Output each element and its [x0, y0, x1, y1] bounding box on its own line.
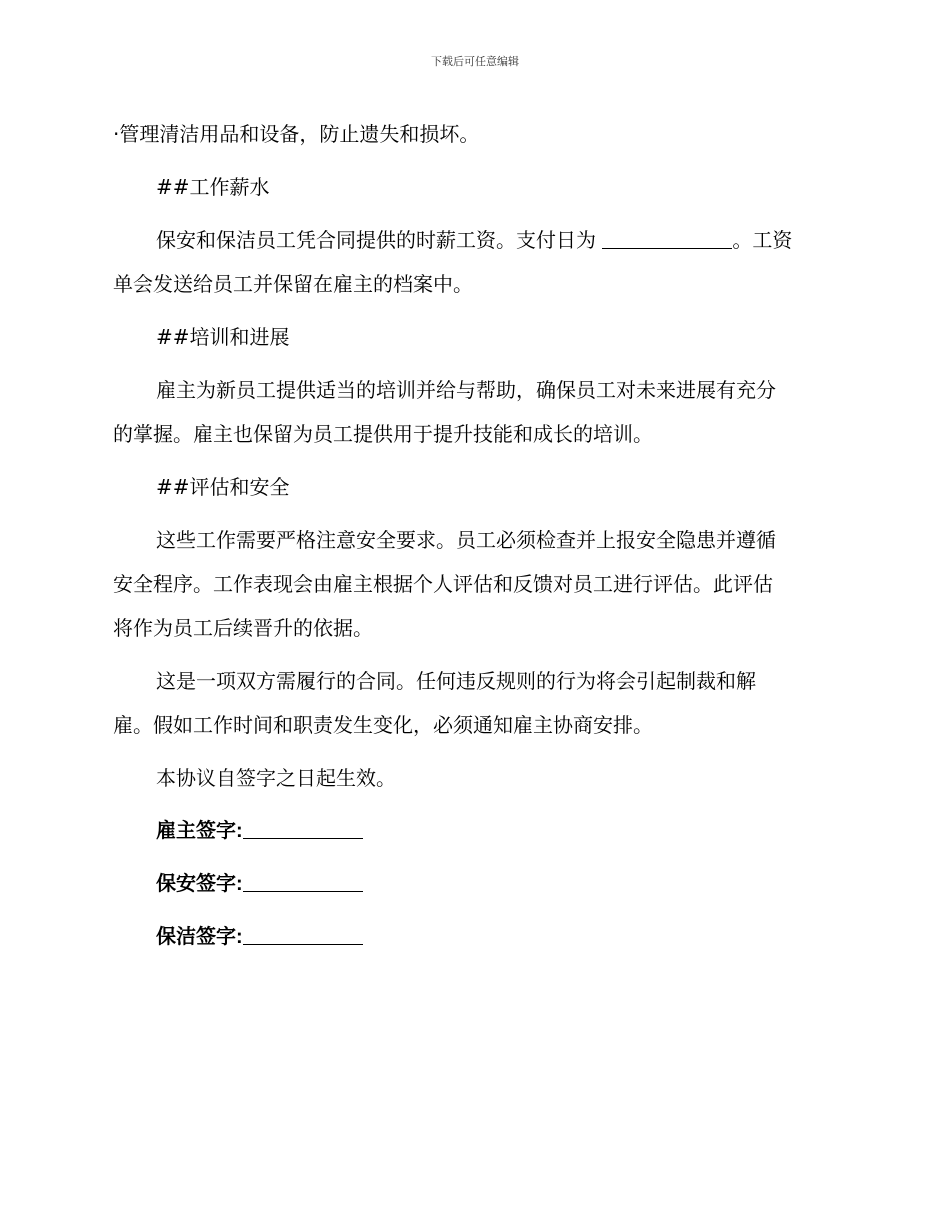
salary-text-before-blank: 保安和保洁员工凭合同提供的时薪工资。支付日为 — [156, 228, 596, 252]
signature-employer-label: 雇主签字: — [156, 820, 243, 842]
bullet-item: ·管理清洁用品和设备，防止遗失和损坏。 — [113, 122, 480, 146]
signature-security-blank — [243, 867, 363, 892]
heading-safety: ##评估和安全 — [156, 475, 290, 499]
salary-text-after-blank: 。工资 — [732, 228, 793, 252]
paragraph-safety-line3: 将作为员工后续晋升的依据。 — [113, 616, 373, 640]
paragraph-training-line1: 雇主为新员工提供适当的培训并给与帮助，确保员工对未来进展有充分 — [156, 378, 776, 402]
signature-security — [113, 862, 838, 906]
paragraph-contract-line2: 雇。假如工作时间和职责发生变化，必须通知雇主协商安排。 — [113, 713, 653, 737]
signature-employer — [113, 809, 838, 853]
signature-cleaner-label: 保洁签字: — [156, 926, 243, 948]
paragraph-contract — [113, 659, 838, 747]
signature-security-label: 保安签字: — [156, 873, 243, 895]
signature-employer-blank — [243, 814, 363, 839]
document-body — [113, 112, 838, 959]
paragraph-salary — [113, 218, 838, 306]
paragraph-safety-line1: 这些工作需要严格注意安全要求。员工必须检查并上报安全隐患并遵循 — [156, 528, 776, 552]
heading-salary: ##工作薪水 — [156, 175, 270, 199]
effective-date-statement: 本协议自签字之日起生效。 — [156, 766, 396, 790]
signature-cleaner-blank — [243, 920, 363, 945]
pay-date-blank — [602, 224, 732, 249]
paragraph-safety — [113, 518, 838, 650]
paragraph-salary-line1 — [113, 218, 838, 262]
paragraph-contract-line1: 这是一项双方需履行的合同。任何违反规则的行为将会引起制裁和解 — [156, 669, 756, 693]
page-header: 下载后可任意编辑 — [431, 55, 519, 68]
paragraph-salary-line2: 单会发送给员工并保留在雇主的档案中。 — [113, 272, 473, 296]
paragraph-training — [113, 368, 838, 456]
paragraph-safety-line2: 安全程序。工作表现会由雇主根据个人评估和反馈对员工进行评估。此评估 — [113, 572, 773, 596]
heading-training: ##培训和进展 — [156, 325, 290, 349]
paragraph-training-line2: 的掌握。雇主也保留为员工提供用于提升技能和成长的培训。 — [113, 422, 653, 446]
signature-cleaner — [113, 915, 838, 959]
